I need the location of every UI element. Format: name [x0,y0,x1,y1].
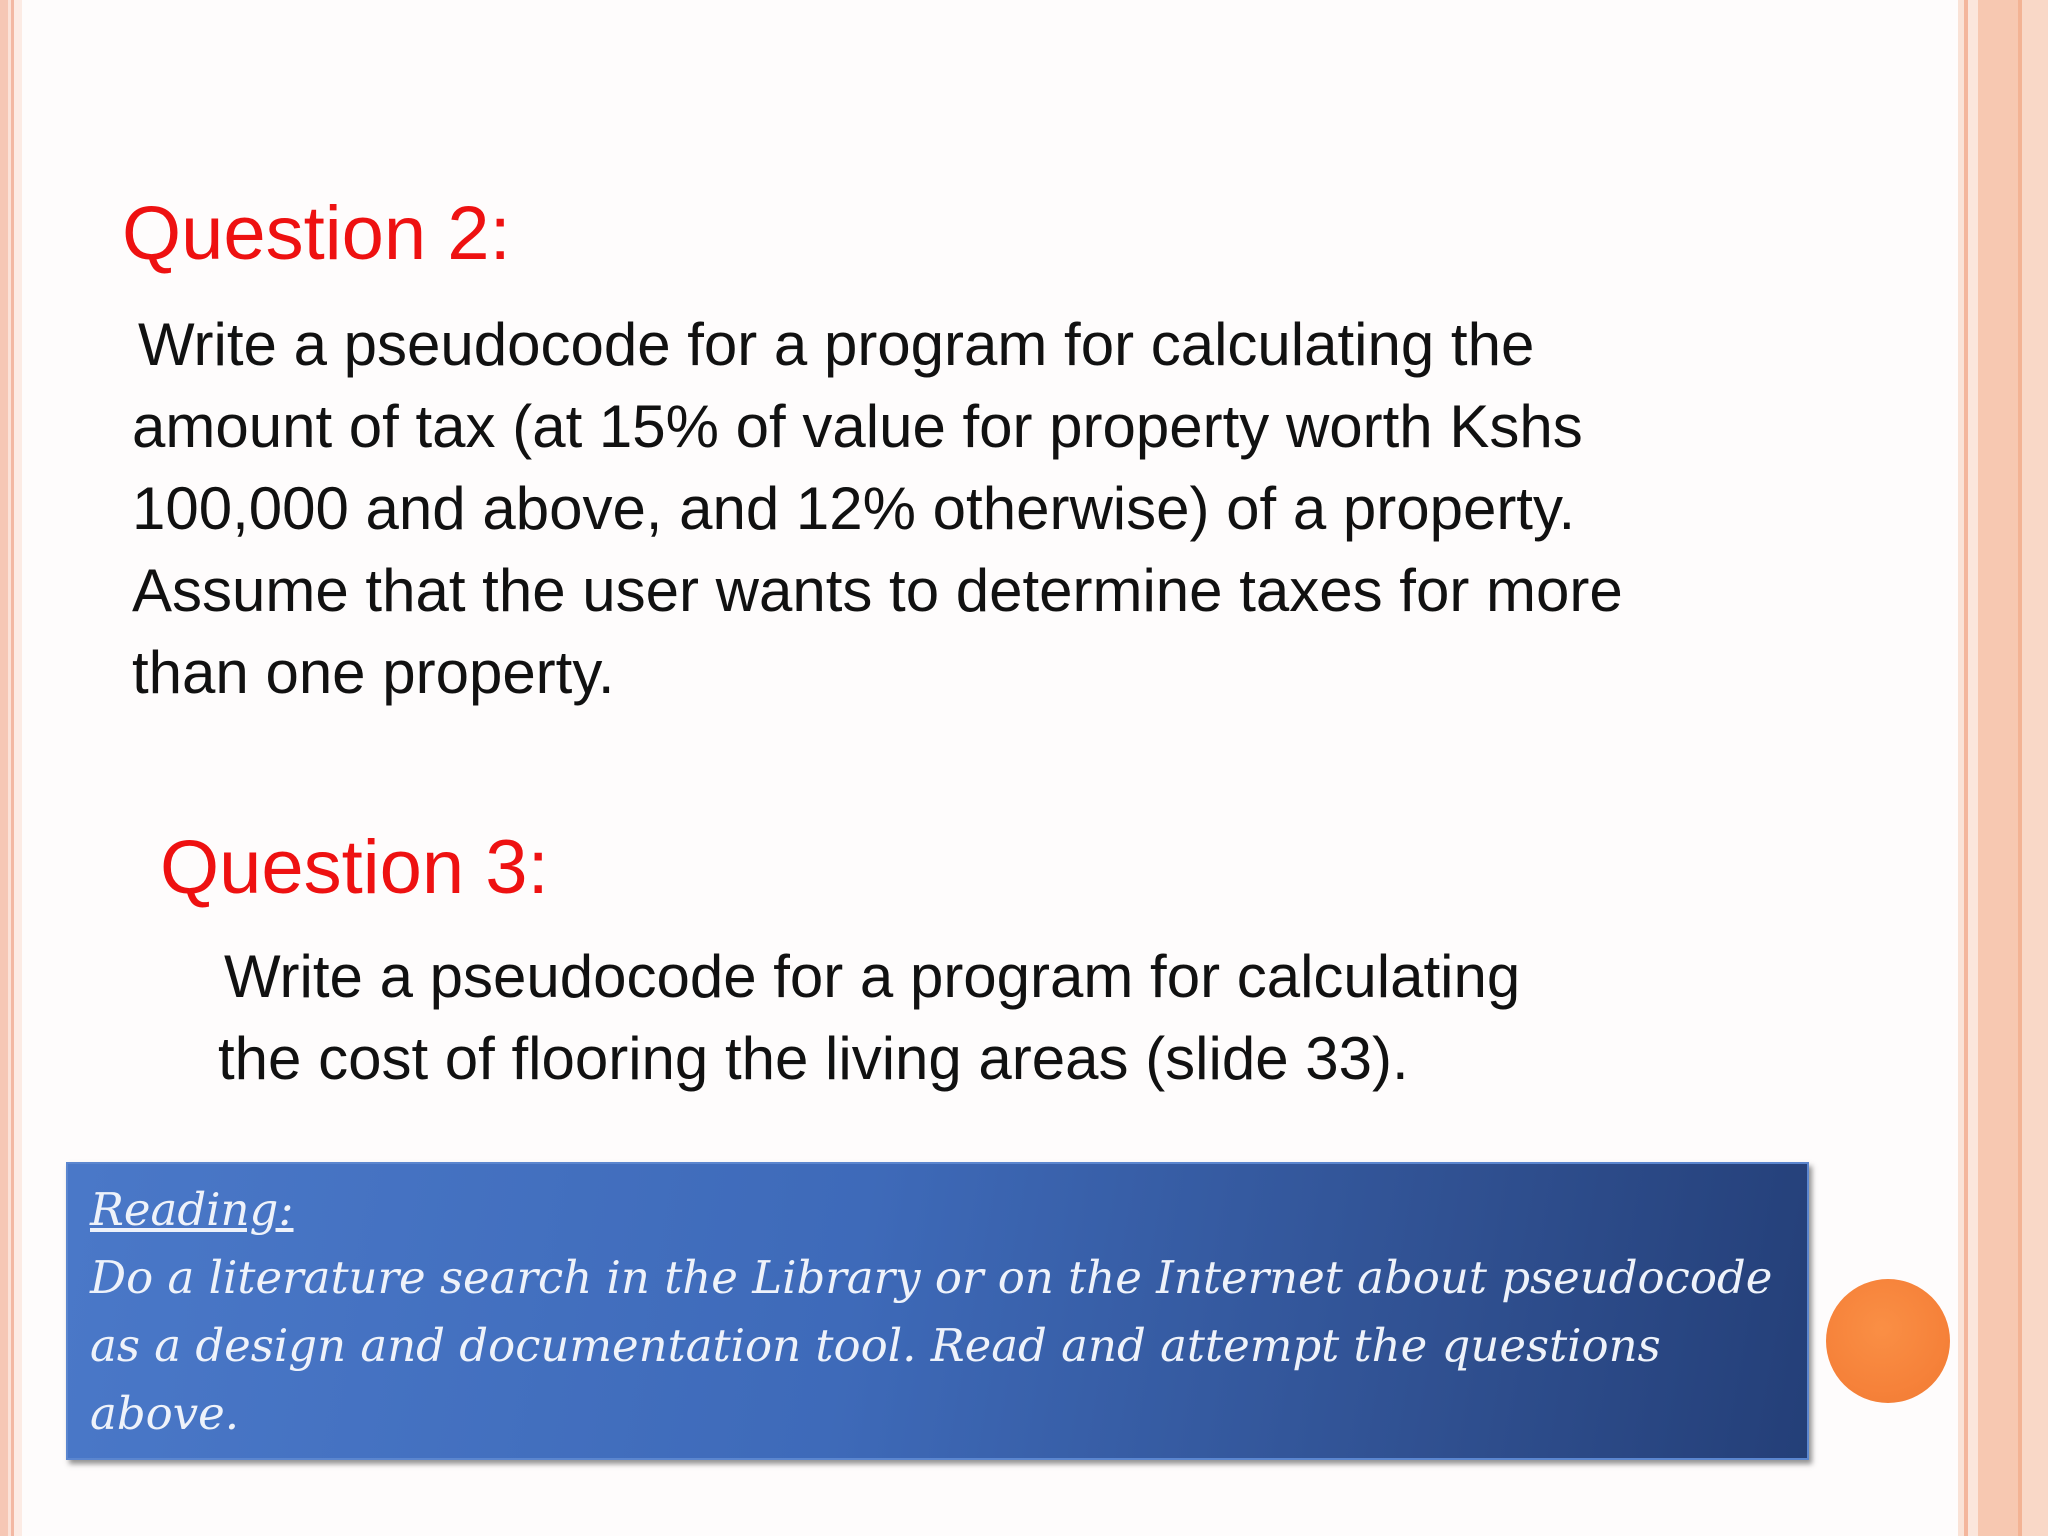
question-2-heading: Question 2: [122,191,511,276]
reading-line: as a design and documentation tool. Read and attempt the questions [90,1319,1661,1372]
question-2-line: than one property. [132,639,615,706]
question-3-heading: Question 3: [160,825,549,910]
reading-line: above. [90,1387,240,1440]
question-2-line: amount of tax (at 15% of value for property worth Kshs [132,393,1583,460]
orange-circle-decoration [1826,1279,1950,1403]
question-3-line: the cost of flooring the living areas (slide 33). [218,1025,1409,1092]
reading-line: Do a literature search in the Library or on the Internet about pseudocode [90,1251,1773,1304]
question-2-text [132,304,1852,714]
reading-box [66,1162,1809,1460]
question-2-line: Assume that the user wants to determine taxes for more [132,557,1623,624]
question-2-line: Write a pseudocode for a program for calculating the [138,311,1535,378]
question-2-line: 100,000 and above, and 12% otherwise) of a property. [132,475,1576,542]
question-3-line: Write a pseudocode for a program for calculating [224,943,1521,1010]
left-decorative-border [0,0,22,1536]
question-3-text [218,936,1738,1100]
reading-title: Reading: [90,1183,294,1236]
right-decorative-border [1958,0,2048,1536]
